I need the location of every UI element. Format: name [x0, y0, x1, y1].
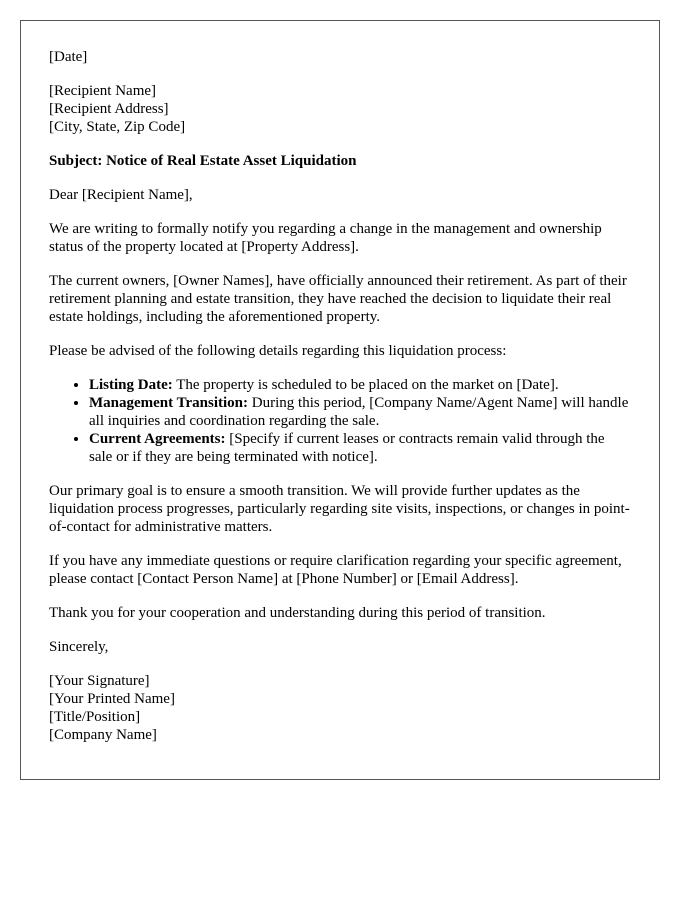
detail-text: The property is scheduled to be placed on the market on [Date].: [172, 377, 559, 393]
recipient-address: [Recipient Address]: [49, 101, 169, 117]
recipient-name: [Recipient Name]: [49, 83, 157, 99]
detail-term: Listing Date:: [89, 377, 173, 393]
letter-page: [20, 20, 660, 780]
title-position: [Title/Position]: [49, 709, 141, 725]
detail-term: Management Transition:: [89, 395, 249, 411]
detail-term: Current Agreements:: [89, 431, 226, 447]
paragraph-thanks: Thank you for your cooperation and understanding during this period of transition.: [49, 605, 546, 621]
printed-name: [Your Printed Name]: [49, 691, 175, 707]
letter-subject: Subject: Notice of Real Estate Asset Liquidation: [49, 153, 357, 169]
details-list: [49, 376, 631, 466]
company-name: [Company Name]: [49, 727, 157, 743]
valediction: Sincerely,: [49, 639, 109, 655]
list-item: [89, 394, 631, 430]
paragraph-retirement: The current owners, [Owner Names], have officially announced their retirement. As part of their retirement planning and estate transition, they have reached the decision to liquidate their real estate holdings, including the aforementioned property.: [49, 273, 627, 325]
recipient-city-state-zip: [City, State, Zip Code]: [49, 119, 186, 135]
paragraph-goal: Our primary goal is to ensure a smooth transition. We will provide further updates as the liquidation process progresses, particularly regarding site visits, inspections, or changes in point-of-contact for administrative matters.: [49, 483, 630, 535]
detail-text: During this period, [Company Name/Agent Name] will handle all inquiries and coordination regarding the sale.: [89, 395, 629, 429]
salutation: Dear [Recipient Name],: [49, 187, 193, 203]
list-item: [89, 376, 631, 394]
signature-line: [Your Signature]: [49, 673, 150, 689]
detail-text: [Specify if current leases or contracts remain valid through the sale or if they are being terminated with notice].: [89, 431, 605, 465]
paragraph-notification: We are writing to formally notify you regarding a change in the management and ownership status of the property located at [Property Address].: [49, 221, 602, 255]
recipient-block: [49, 82, 631, 136]
list-item: [89, 430, 631, 466]
paragraph-contact: If you have any immediate questions or require clarification regarding your specific agreement, please contact [Contact Person Name] at [Phone Number] or [Email Address].: [49, 553, 622, 587]
paragraph-details-intro: Please be advised of the following details regarding this liquidation process:: [49, 343, 507, 359]
letter-date: [Date]: [49, 49, 88, 65]
signature-block: [49, 672, 631, 744]
